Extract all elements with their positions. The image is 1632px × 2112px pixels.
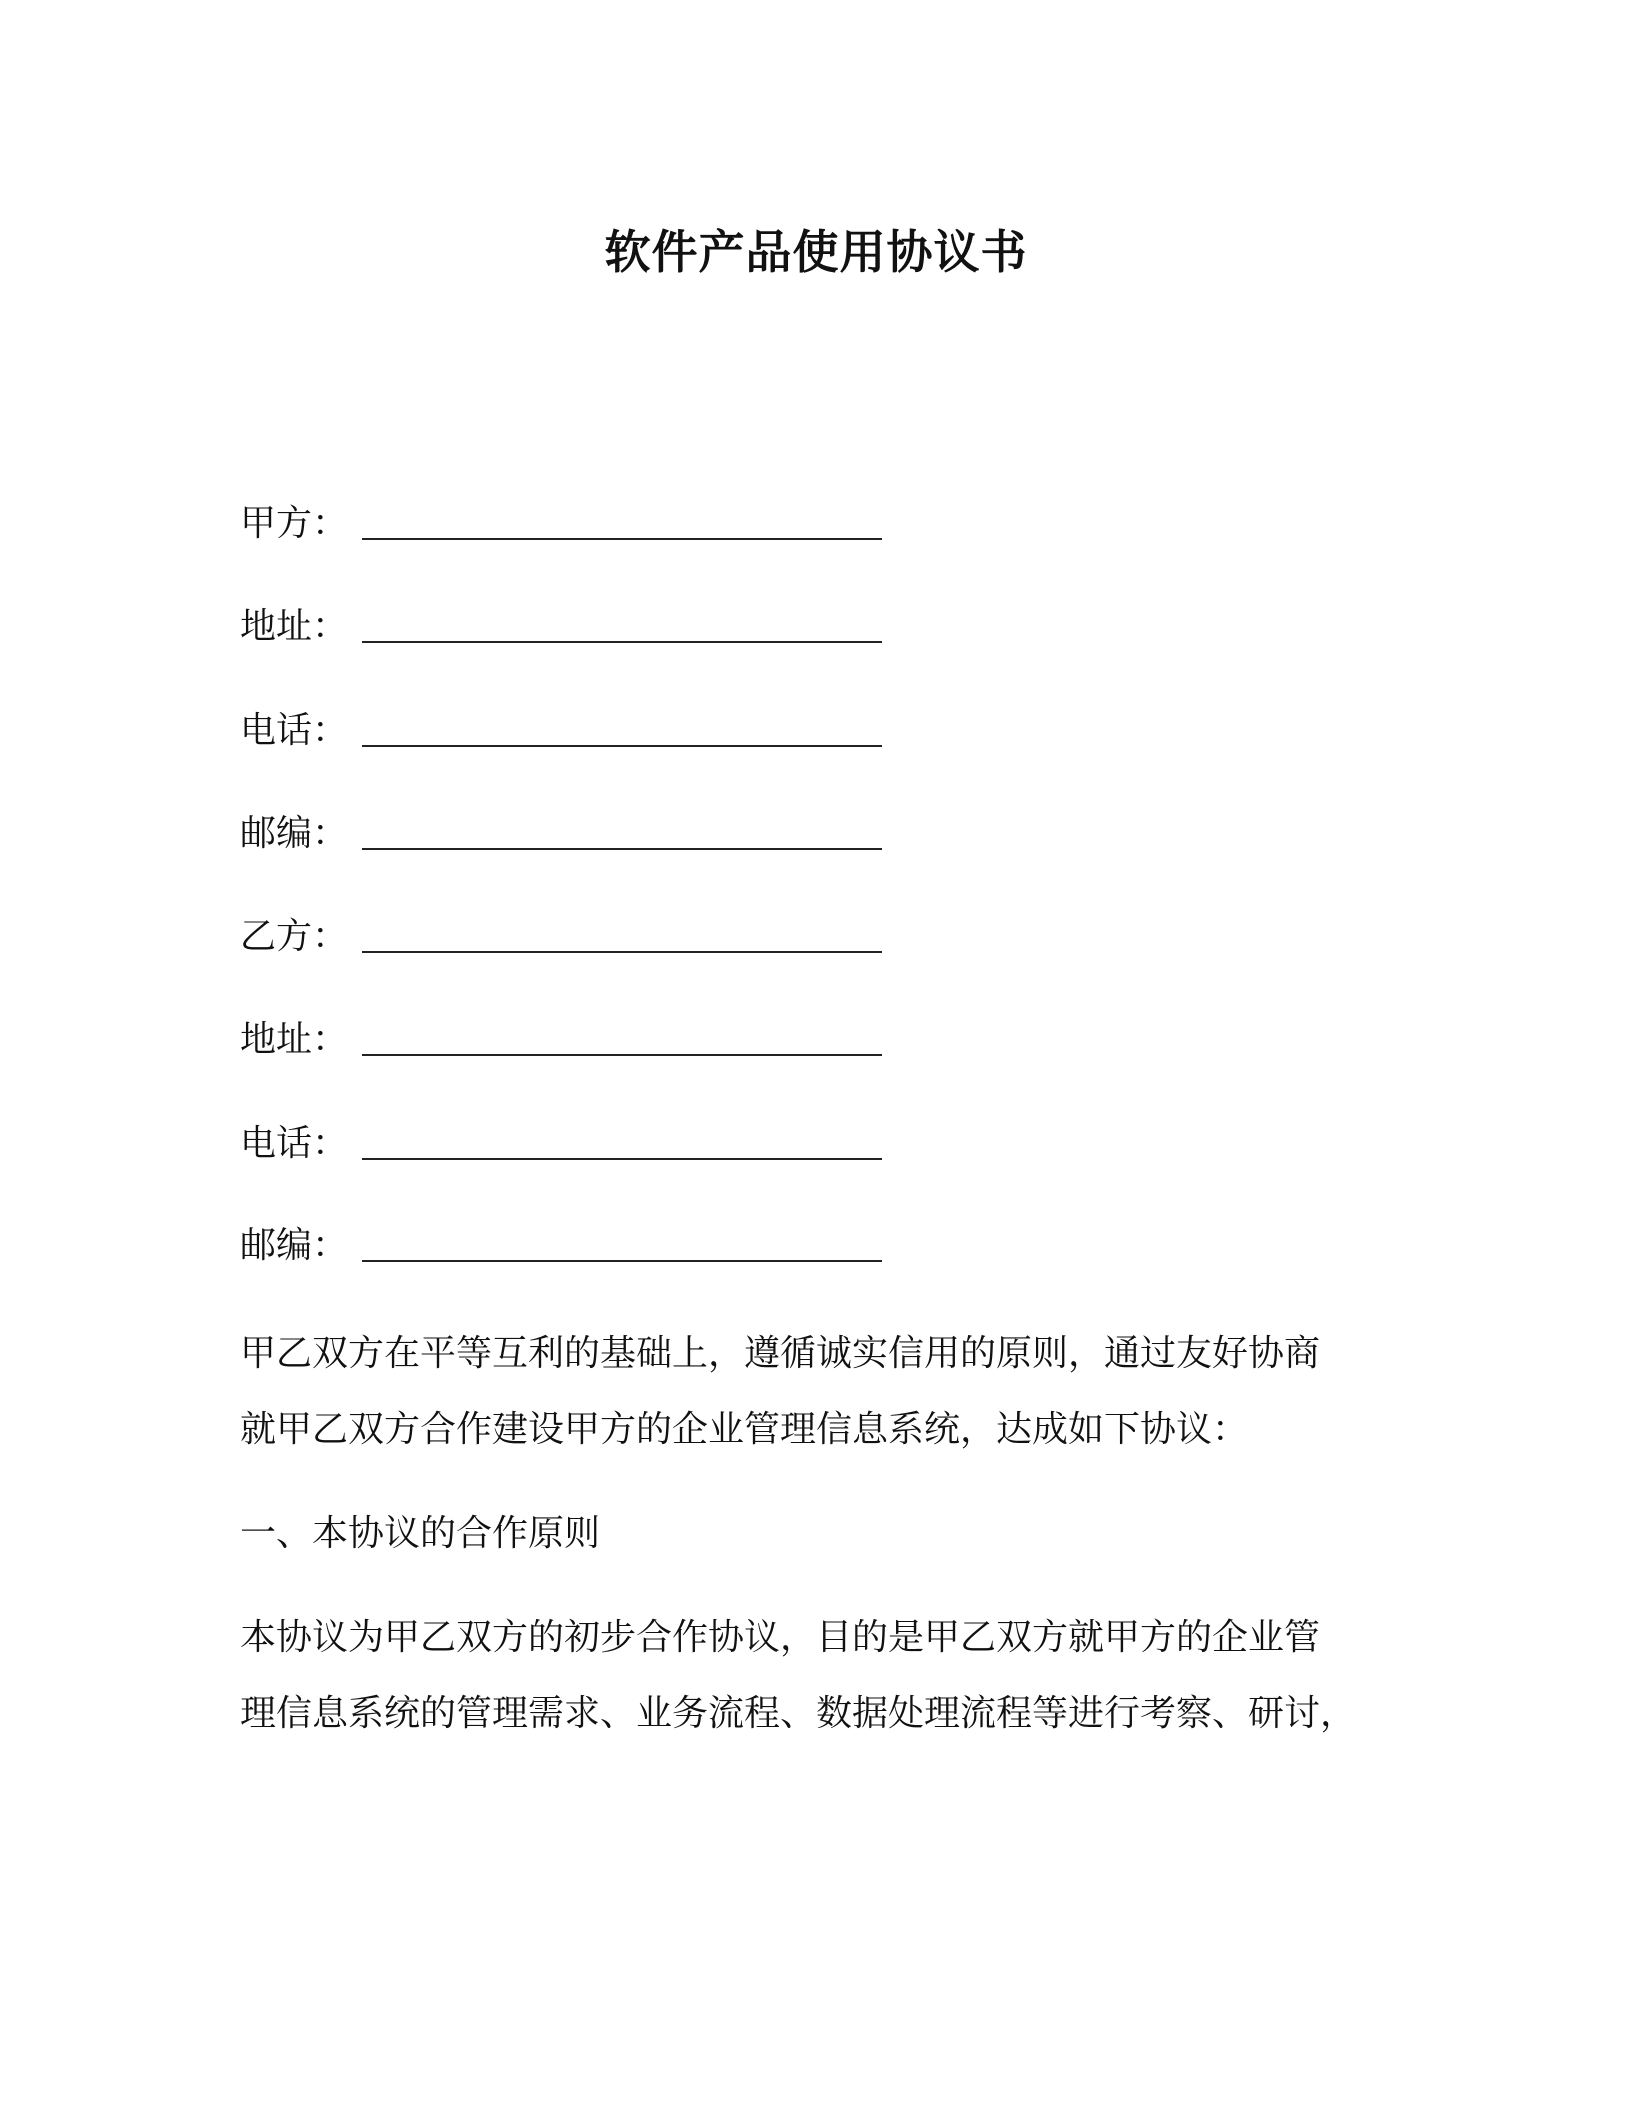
party-a-postcode-blank[interactable] — [362, 848, 882, 850]
section-1-line-2: 理信息系统的管理需求、业务流程、数据处理流程等进行考察、研讨， — [240, 1693, 1357, 1734]
party-b-address-field — [240, 1014, 882, 1066]
party-b-postcode-label: 邮编： — [240, 1225, 349, 1266]
party-a-postcode-label: 邮编： — [240, 813, 349, 854]
party-a-name-label: 甲方： — [240, 503, 349, 544]
party-a-phone-field — [240, 705, 882, 757]
intro-paragraph — [240, 1316, 1420, 1468]
party-a-postcode-field — [240, 808, 882, 860]
party-b-phone-label: 电话： — [240, 1123, 349, 1164]
party-b-phone-blank[interactable] — [362, 1158, 882, 1160]
party-a-phone-blank[interactable] — [362, 745, 882, 747]
party-b-address-label: 地址： — [240, 1019, 349, 1060]
intro-line-1: 甲乙双方在平等互利的基础上，遵循诚实信用的原则，通过友好协商 — [240, 1333, 1321, 1374]
section-1-paragraph — [240, 1600, 1420, 1752]
party-a-address-label: 地址： — [240, 606, 349, 647]
party-b-phone-field — [240, 1118, 882, 1170]
party-b-name-field — [240, 911, 882, 963]
party-b-name-blank[interactable] — [362, 951, 882, 953]
party-b-postcode-blank[interactable] — [362, 1260, 882, 1262]
party-a-name-blank[interactable] — [362, 538, 882, 540]
section-1-heading: 一、本协议的合作原则 — [240, 1513, 601, 1554]
section-1-line-1: 本协议为甲乙双方的初步合作协议，目的是甲乙双方就甲方的企业管 — [240, 1617, 1321, 1658]
party-a-phone-label: 电话： — [240, 710, 349, 751]
party-a-address-field — [240, 601, 882, 653]
party-b-address-blank[interactable] — [362, 1054, 882, 1056]
party-a-address-blank[interactable] — [362, 641, 882, 643]
intro-line-2: 就甲乙双方合作建设甲方的企业管理信息系统，达成如下协议： — [240, 1409, 1249, 1450]
party-b-postcode-field — [240, 1220, 882, 1272]
party-b-name-label: 乙方： — [240, 916, 349, 957]
document-title: 软件产品使用协议书 — [604, 225, 1028, 279]
party-a-name-field — [240, 498, 882, 550]
